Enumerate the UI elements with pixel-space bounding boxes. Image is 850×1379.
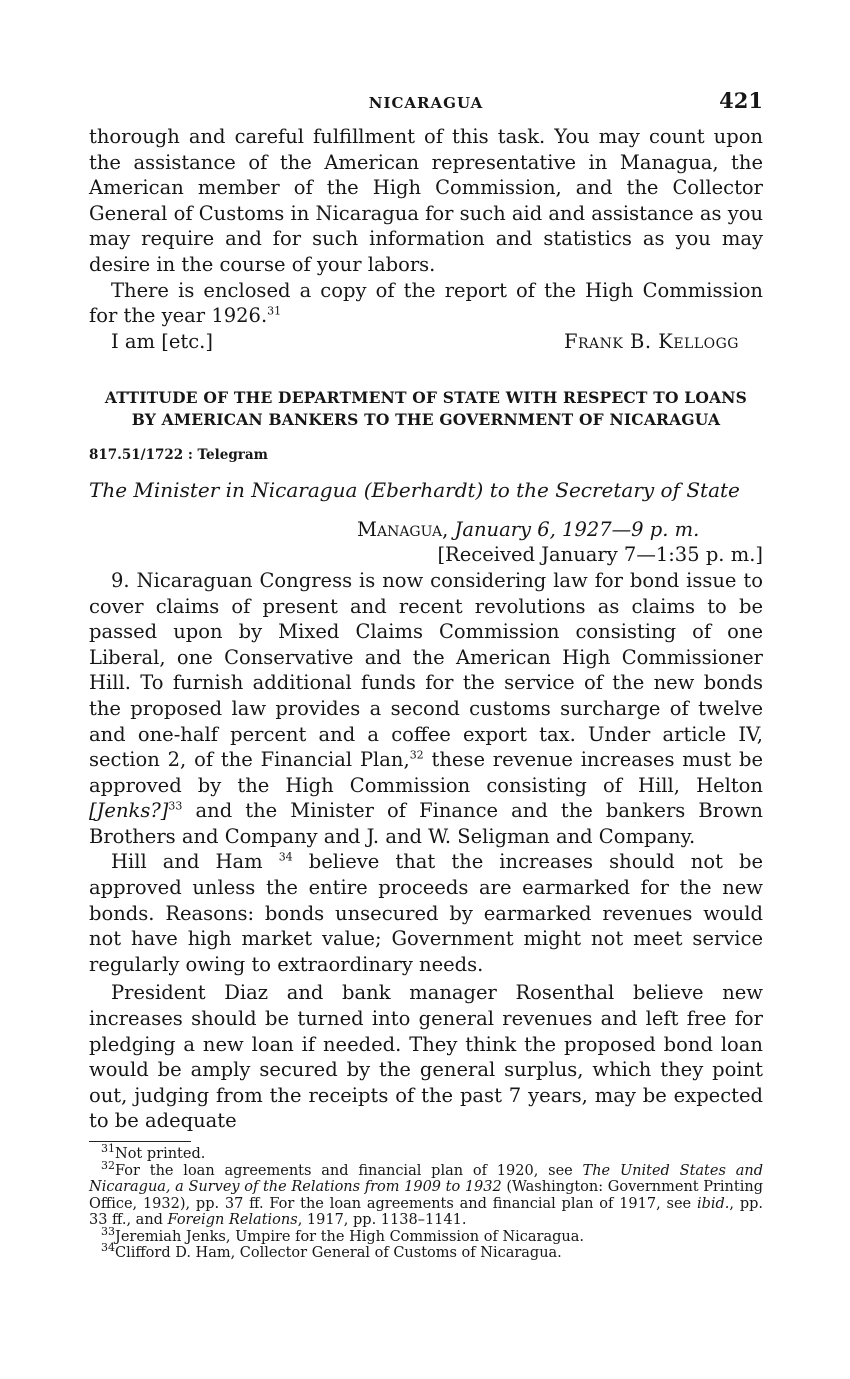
telegram-paragraph-1 xyxy=(89,568,763,850)
footnote-ref-34: 34 xyxy=(278,850,293,864)
footnote-33 xyxy=(89,1224,763,1246)
page-number: 421 xyxy=(719,88,763,113)
footnote-32 xyxy=(89,1158,763,1229)
section-heading-line-2: BY AMERICAN BANKERS TO THE GOVERNMENT OF NICARAGUA xyxy=(131,409,721,429)
intro-text xyxy=(89,124,763,329)
footnote-ref-31: 31 xyxy=(267,304,282,318)
document-page xyxy=(89,88,763,1262)
telegram-p1-part-b: these revenue increases must be approved by the High Commission consisting of Hill, Helton xyxy=(89,748,763,797)
editorial-bracket: [Jenks?] xyxy=(89,799,169,823)
dateline-received: [Received January 7—1:35 p. m.] xyxy=(437,543,763,567)
footnote-31 xyxy=(89,1142,763,1163)
footnote-32-part-a: For the loan agreements and financial plan of 1920, see xyxy=(115,1162,583,1179)
footnote-32-number: 32 xyxy=(101,1158,115,1172)
telegram-p2-part-b: believe that the increases should not be approved unless the entire proceeds are earmarked for the new bonds. Reasons: bonds unsecured by earmarked revenues would not have high market value; Government might not meet service regularly owing to extraordinary needs. xyxy=(89,850,763,976)
footnotes xyxy=(89,1142,763,1262)
footnote-32-foreign-relations: Foreign Relations xyxy=(167,1212,298,1228)
closing-phrase: I am [etc.] xyxy=(111,329,213,353)
footnote-34-text: Clifford D. Ham, Collector General of Customs of Nicaragua. xyxy=(115,1245,562,1261)
telegram-text xyxy=(89,568,763,1134)
dateline-date: January 6, 1927—9 p. m. xyxy=(454,517,700,541)
dateline-place: Managua, xyxy=(357,517,449,541)
signature: Frank B. Kellogg xyxy=(563,329,739,353)
telegram-paragraph-2 xyxy=(89,849,763,977)
telegram-p1-part-c: and the Minister of Finance and the bankers Brown Brothers and Company and J. and W. Seligman and Company. xyxy=(89,799,763,848)
intro-paragraph-1: thorough and careful fulfillment of this task. You may count upon the assistance of the American representative in Managua, the American member of the High Commission, and the Collector General of Customs in Nicaragua for such aid and assistance as you may require and for such information and statistics as you may desire in the course of your labors. xyxy=(89,125,764,276)
letter-closing xyxy=(89,329,763,355)
section-heading-line-1: ATTITUDE OF THE DEPARTMENT OF STATE WITH RESPECT TO LOANS xyxy=(104,387,748,407)
footnote-34 xyxy=(89,1241,763,1262)
page-header xyxy=(89,88,763,124)
telegram-p1-part-a: 9. Nicaraguan Congress is now considering law for bond issue to cover claims of present and recent revolutions as claims to be passed upon by Mixed Claims Commission consisting of one Liberal, one Conservative and the American High Commissioner Hill. To furnish additional funds for the service of the new bonds the proposed law provides a second customs surcharge of twelve and one-half percent and a coffee export tax. Under article IV, section 2, of the Financial Plan, xyxy=(89,568,763,772)
footnote-ref-32: 32 xyxy=(409,748,424,762)
footnote-33-number: 33 xyxy=(101,1224,115,1238)
footnote-ref-33: 33 xyxy=(168,799,183,813)
file-reference: 817.51/1722 : Telegram xyxy=(89,446,268,463)
footnote-32-part-d: , 1917, pp. 1138–1141. xyxy=(297,1212,467,1228)
document-title: The Minister in Nicaragua (Eberhardt) to the Secretary of State xyxy=(89,477,740,502)
intro-paragraph-2-text: There is enclosed a copy of the report of the High Commission for the year 1926. xyxy=(89,278,763,328)
section-heading xyxy=(89,387,763,431)
dateline-sent xyxy=(89,517,763,543)
dateline xyxy=(89,517,763,568)
running-head: NICARAGUA xyxy=(368,94,484,112)
footnote-31-number: 31 xyxy=(101,1142,115,1156)
telegram-p2-part-a: Hill and Ham xyxy=(111,850,279,874)
footnote-32-ibid: ibid. xyxy=(696,1195,730,1212)
footnote-34-number: 34 xyxy=(101,1241,115,1255)
intro-paragraph-2 xyxy=(89,278,763,329)
footnote-31-text: Not printed. xyxy=(115,1146,206,1162)
footnote-32-book-title: The United States and Nicaragua, a Survey of the Relations from 1909 to 1932 xyxy=(89,1162,763,1195)
footnote-33-text: Jeremiah Jenks, Umpire for the High Commission of Nicaragua. xyxy=(115,1228,584,1245)
footnote-32-part-c: , pp. 33 ff., and xyxy=(89,1195,763,1228)
telegram-paragraph-3: President Diaz and bank manager Rosenthal believe new increases should be turned into general revenues and left free for pledging a new loan if needed. They think the proposed bond loan would be amply secured by the general surplus, which they point out, judging from the receipts of the past 7 years, may be expected to be adequate xyxy=(89,981,763,1133)
footnote-32-part-b: (Washington: Government Printing Office, 1932), pp. 37 ff. For the loan agreements and financial plan of 1917, see xyxy=(89,1179,763,1212)
